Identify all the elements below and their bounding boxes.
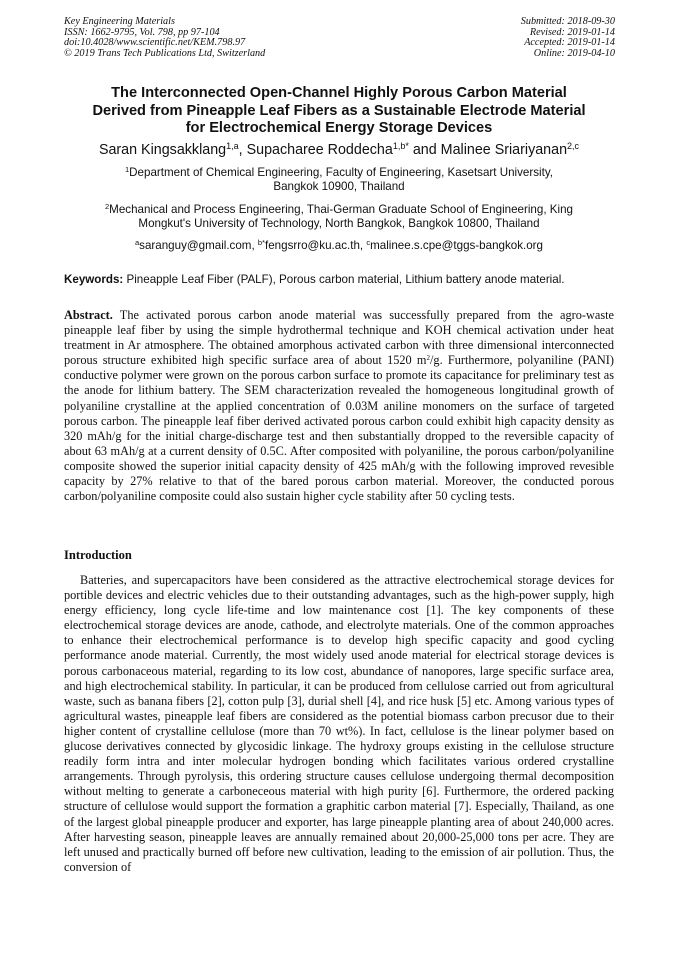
abstract-superscript: 2 [426, 354, 430, 363]
keywords-text: Pineapple Leaf Fiber (PALF), Porous carbon material, Lithium battery anode material. [123, 273, 565, 286]
copyright-line: © 2019 Trans Tech Publications Ltd, Switzerland [64, 47, 266, 59]
online-date: Online: 2019-04-10 [533, 47, 615, 59]
author-emails [64, 239, 614, 253]
journal-info [64, 17, 265, 59]
author-name: Saran Kingsakklang [98, 142, 227, 158]
email-mark: b* [257, 238, 265, 247]
introduction-paragraph: Batteries, and supercapacitors have been considered as the attractive electrochemical storage devices for portible devices and electric vehicles due to their outstanding advantages, such as the high-power supply, high energy efficiency, long cycle life-time and low maintenance cost [1]. The key components of these electrochemical storage devices are anode, cathode, and electrolyte materials. One of the common approaches to enhance their electrochemical performance is to develop high specific capacity and good cycling performance anode material. Currently, the most widely used anode material for electrical storage devices is porous carbonaceous material, regarding to its low cost, abundance of nanopores, large specific surface area, and high electrochemical stability. In particular, it can be produced from cellulose carried out from agricultural waste, such as banana fibers [2], cotton pulp [3], durial shell [4], and rice husk [5] etc. Among various types of agricultural wastes, pineapple leaf fibers are considered as the potential biomass carbon precusor due to their higher content of crystalline cellulose (more than 70 wt%). In fact, cellulose is the linear polymer based on glucose derivatives connected by glycosidic linkage. The hydroxy groups existing in the cellulose structure readily form intra and inter molecular hydrogen bonding which facilitates various ordered crystalline arrangements. Through pyrolysis, this ordering structure causes cellulose undergoing thermal decomposition without melting to generate a carboneceous material with high purity [6]. Furthermore, the ordered packing structure of cellulose would support the formation a graphitic carbon material [7]. Especially, Thailand, as one of the largest global pineapple producer and exporter, has large pineapple planting area of about 240,000 acres. After harvesting season, pineapple leaves are annually remained about 20,000-25,000 tons per acre. They are left unused and practically burned off before new cultivation, leading to the emission of air pollution. Thus, the conversion of [64, 573, 614, 874]
author-separator: , [238, 142, 247, 158]
revised-date: Revised: 2019-01-14 [529, 26, 615, 38]
email-mark: a [135, 238, 140, 247]
abstract-text: /g. Furthermore, polyaniline (PANI) conductive polymer were grown on the porous carbon surface to promote its capacitance for preliminary test as the anode for lithium battery. The SEM characterization revealed the homogeneous longitudinal growth of polyaniline crystalline at the applied concentration of 0.03M aniline monomers on the surface of targeted porous carbon. The pineapple leaf fiber derived activated porous carbon could exhibit high capacity density as 320 mAh/g for the initial charge-discharge test and then substantially dropped to the reversible capacity of about 63 mAh/g at a current density of 0.5C. After composited with polyaniline, the porous carbon/polyaniline composite showed the superior initial capacity density of 425 mAh/g with the following improved revesible capacity by 27% relative to that of the bared porous carbon material. Moreover, the conducted porous carbon/polyaniline composite could also sustain higher cycle stability after 50 cycling tests. [64, 353, 614, 504]
author-affiliation-mark: 1,b* [392, 141, 409, 151]
affiliation-1 [64, 166, 614, 195]
title-line: for Electrochemical Energy Storage Devices [185, 120, 493, 137]
affiliation-line: Bangkok 10900, Thailand [273, 180, 405, 194]
email-link[interactable]: malinee.s.cpe@tggs-bangkok.org [370, 239, 543, 252]
accepted-date: Accepted: 2019-01-14 [524, 37, 615, 49]
author-list [30, 141, 648, 159]
affiliation-2 [64, 203, 614, 232]
affiliation-text: Department of Chemical Engineering, Faculty of Engineering, Kasetsart University, [129, 166, 553, 179]
affiliation-line [64, 203, 614, 217]
affiliation-line [64, 166, 614, 180]
doi-line: doi:10.4028/www.scientific.net/KEM.798.97 [64, 37, 246, 49]
author-separator: and [408, 142, 441, 158]
keywords-label: Keywords: [64, 273, 124, 286]
author-affiliation-mark: 1,a [226, 141, 239, 151]
title-line: Derived from Pineapple Leaf Fibers as a Sustainable Electrode Material [92, 102, 586, 119]
affiliation-number: 1 [125, 165, 130, 174]
email-mark: c [366, 238, 371, 247]
abstract-label: Abstract. [64, 308, 113, 322]
paper-title [58, 85, 620, 138]
abstract-text: The activated porous carbon anode material was successfully prepared from the agro-waste pineapple leaf fiber by using the simple hydrothermal technique and KOH chemical activation under heat treatment in Ar atmosphere. The obtained amorphous activated carbon with three dimensional interconnected porous structure exhibited high specific surface area of about 1520 m [64, 308, 614, 368]
section-heading-introduction: Introduction [64, 548, 132, 562]
email-link[interactable]: saranguy@gmail.com, [139, 239, 258, 252]
abstract [64, 308, 614, 504]
title-line: The Interconnected Open-Channel Highly Porous Carbon Material [111, 85, 567, 101]
affiliation-text: Mechanical and Process Engineering, Thai-German Graduate School of Engineering, King [109, 203, 573, 216]
author-affiliation-mark: 2,c [567, 141, 580, 151]
affiliation-number: 2 [105, 202, 110, 211]
affiliation-line: Mongkut's University of Technology, North Bangkok, Bangkok 10800, Thailand [138, 217, 540, 231]
author-name: Malinee Sriariyanan [440, 142, 568, 158]
email-link[interactable]: fengsrro@ku.ac.th, [265, 239, 367, 252]
keywords [64, 273, 624, 287]
issn-line: ISSN: 1662-9795, Vol. 798, pp 97-104 [64, 26, 220, 38]
publication-dates [521, 17, 615, 59]
author-name: Supacharee Roddecha [246, 142, 393, 158]
journal-name: Key Engineering Materials [64, 16, 175, 27]
submitted-date: Submitted: 2018-09-30 [520, 16, 615, 27]
